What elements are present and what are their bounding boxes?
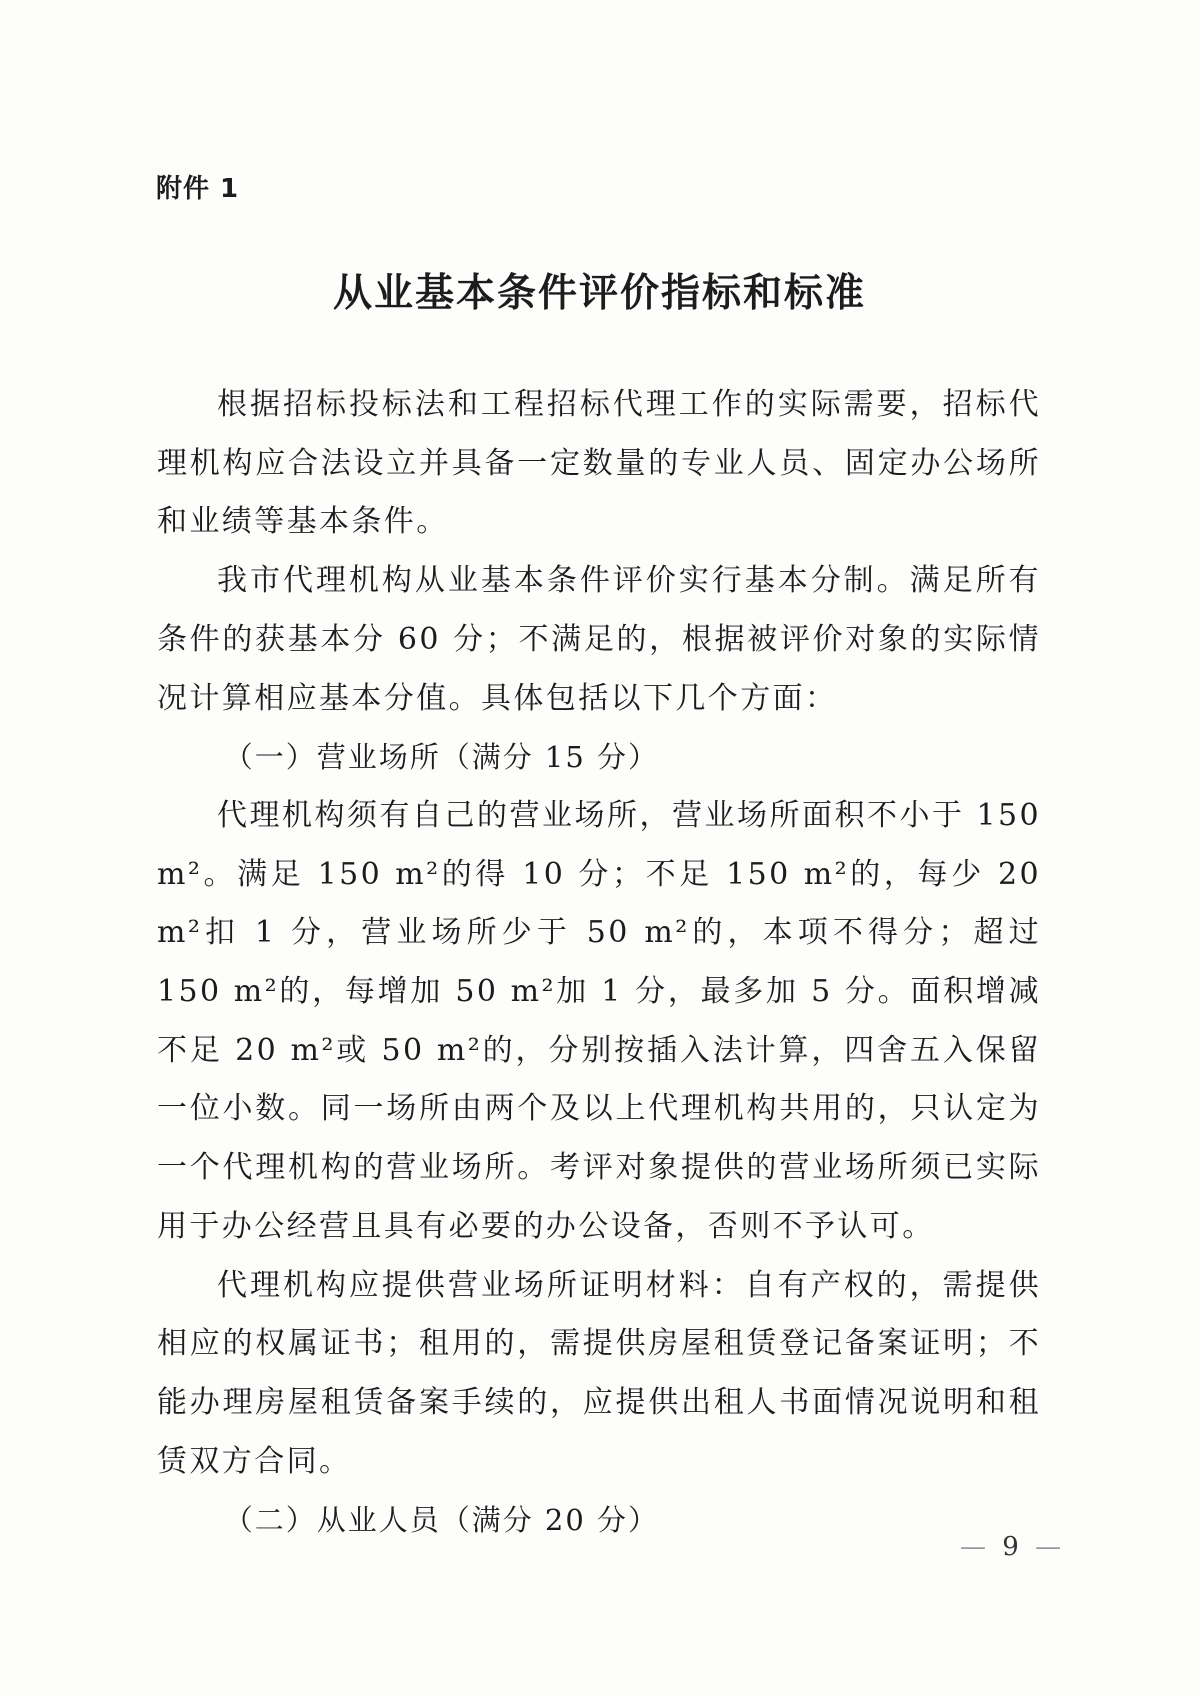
page-number <box>960 1532 1065 1562</box>
paragraph-premises-proof: 代理机构应提供营业场所证明材料：自有产权的，需提供相应的权属证书；租用的，需提供房屋租赁登记备案证明；不能办理房屋租赁备案手续的，应提供出租人书面情况说明和租赁双方合同。 <box>157 1267 1041 1479</box>
document-body <box>157 376 1041 1550</box>
paragraph-scoring: 我市代理机构从业基本条件评价实行基本分制。满足所有条件的获基本分 60 分；不满足的，根据被评价对象的实际情况计算相应基本分值。具体包括以下几个方面： <box>157 563 1041 716</box>
section-heading-premises: （一）营业场所（满分 15 分） <box>223 740 660 775</box>
paragraph-premises-area: 代理机构须有自己的营业场所，营业场所面积不小于 150 m²。满足 150 m²的得 10 分；不足 150 m²的，每少 20 m²扣 1 分，营业场所少于 50 m²的，本项不得分；超过 150 m²的，每增加 50 m²加 1 分，最多加 5 分。面积增减不足 20 m²或 50 m²的，分别按插入法计算，四舍五入保留一位小数。同一场所由两个及以上代理机构共用的，只认定为一个代理机构的营业场所。考评对象提供的营业场所须已实际用于办公经营且具有必要的办公设备，否则不予认可。 <box>157 797 1041 1244</box>
page-number-value: 9 <box>1002 1532 1023 1562</box>
section-heading-staff: （二）从业人员（满分 20 分） <box>223 1503 660 1538</box>
page-number-dash-right: — <box>1035 1532 1066 1562</box>
page-number-dash-left: — <box>960 1532 990 1562</box>
attachment-label: 附件 1 <box>156 174 240 204</box>
paragraph-intro: 根据招标投标法和工程招标代理工作的实际需要，招标代理机构应合法设立并具备一定数量的专业人员、固定办公场所和业绩等基本条件。 <box>157 387 1041 540</box>
document-title: 从业基本条件评价指标和标准 <box>332 271 866 316</box>
